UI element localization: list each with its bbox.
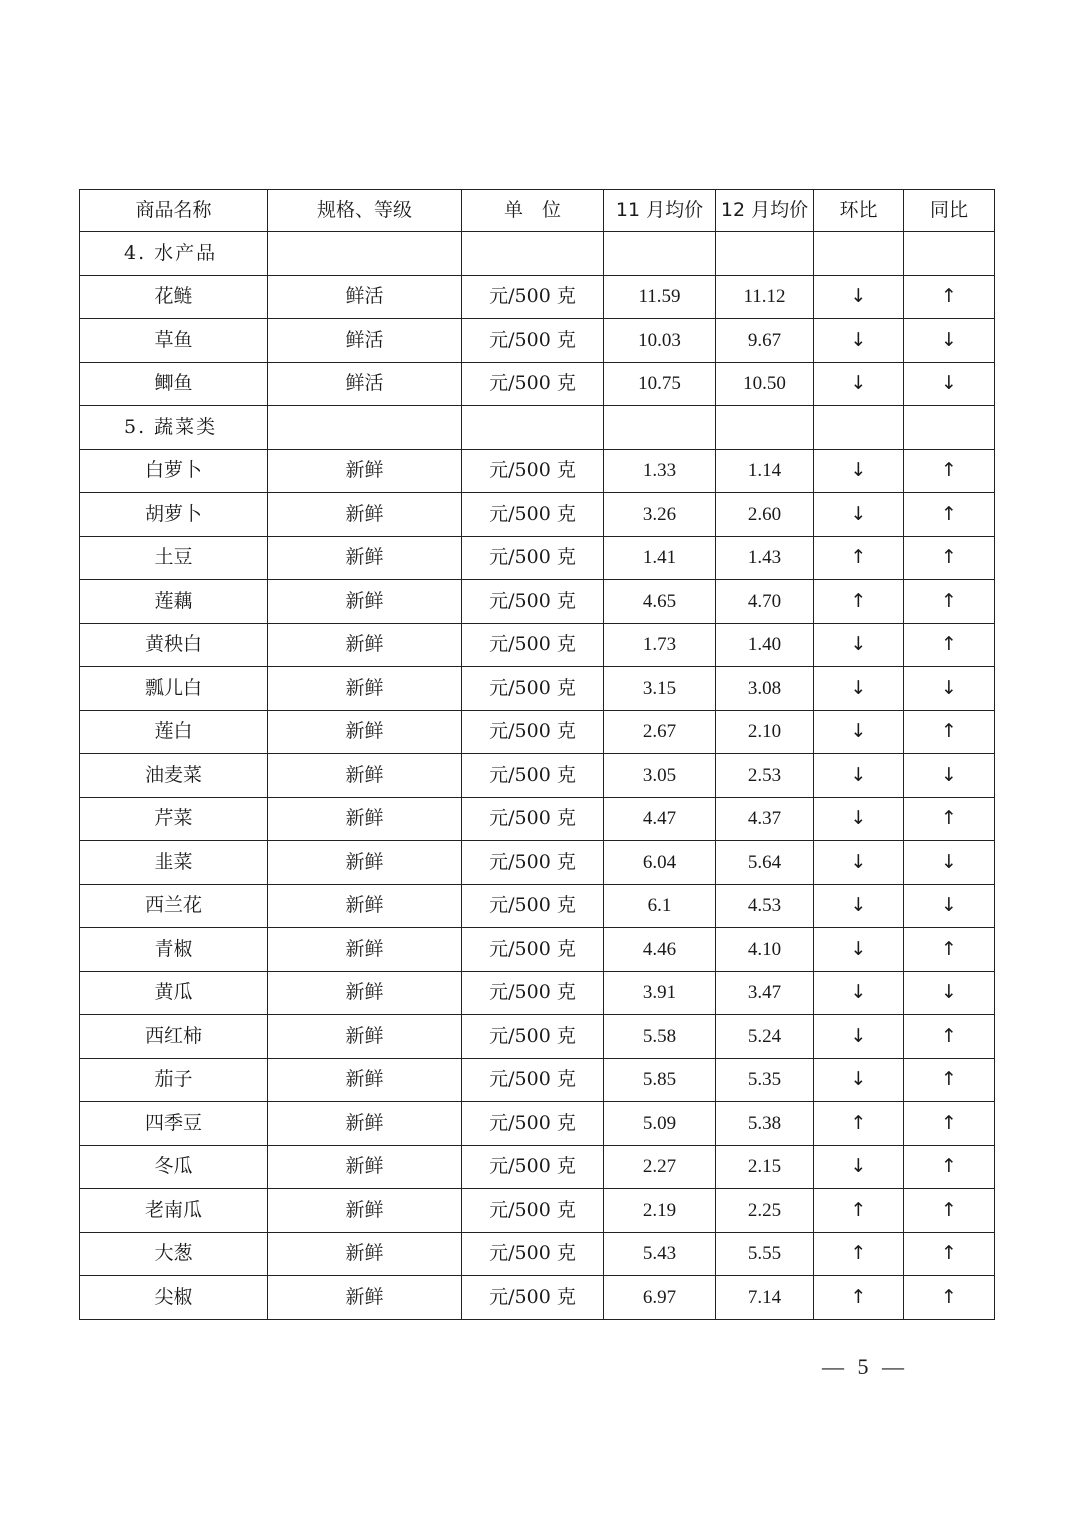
cell-name: 尖椒: [80, 1276, 268, 1320]
header-spec: 规格、等级: [268, 190, 462, 232]
table-row: [80, 971, 995, 1015]
table-row: [80, 928, 995, 972]
cell-yoy-arrow: ↓: [904, 362, 995, 406]
cell-spec: 新鲜: [268, 580, 462, 624]
cell-unit: 元/500 克: [462, 536, 604, 580]
table-row: [80, 493, 995, 537]
cell-name: 莲白: [80, 710, 268, 754]
cell-yoy-arrow: ↑: [904, 928, 995, 972]
cell-spec: 新鲜: [268, 1015, 462, 1059]
cell-dec-price: 5.64: [716, 841, 814, 885]
cell-spec: 新鲜: [268, 754, 462, 798]
cell-unit: 元/500 克: [462, 667, 604, 711]
cell-dec-price: 4.37: [716, 797, 814, 841]
empty-cell: [462, 232, 604, 276]
cell-spec: 新鲜: [268, 928, 462, 972]
cell-name: 草鱼: [80, 319, 268, 363]
cell-mom-arrow: ↓: [814, 623, 904, 667]
cell-dec-price: 10.50: [716, 362, 814, 406]
section-row: [80, 406, 995, 450]
cell-nov-price: 3.91: [604, 971, 716, 1015]
cell-dec-price: 2.53: [716, 754, 814, 798]
cell-dec-price: 2.60: [716, 493, 814, 537]
cell-name: 莲藕: [80, 580, 268, 624]
section-title: 4. 水产品: [80, 232, 268, 276]
cell-yoy-arrow: ↑: [904, 1232, 995, 1276]
cell-name: 土豆: [80, 536, 268, 580]
cell-dec-price: 2.15: [716, 1145, 814, 1189]
cell-unit: 元/500 克: [462, 1015, 604, 1059]
cell-mom-arrow: ↓: [814, 928, 904, 972]
cell-mom-arrow: ↓: [814, 1145, 904, 1189]
cell-dec-price: 2.10: [716, 710, 814, 754]
cell-mom-arrow: ↑: [814, 536, 904, 580]
cell-yoy-arrow: ↑: [904, 797, 995, 841]
cell-mom-arrow: ↓: [814, 1058, 904, 1102]
cell-name: 大葱: [80, 1232, 268, 1276]
table-row: [80, 1276, 995, 1320]
cell-unit: 元/500 克: [462, 1145, 604, 1189]
table-body: [80, 232, 995, 1320]
table-row: [80, 449, 995, 493]
cell-nov-price: 2.67: [604, 710, 716, 754]
cell-mom-arrow: ↓: [814, 971, 904, 1015]
cell-unit: 元/500 克: [462, 1058, 604, 1102]
cell-nov-price: 4.65: [604, 580, 716, 624]
cell-spec: 新鲜: [268, 971, 462, 1015]
cell-dec-price: 5.55: [716, 1232, 814, 1276]
cell-unit: 元/500 克: [462, 1102, 604, 1146]
cell-dec-price: 1.14: [716, 449, 814, 493]
cell-dec-price: 4.53: [716, 884, 814, 928]
table-row: [80, 754, 995, 798]
cell-mom-arrow: ↑: [814, 580, 904, 624]
cell-unit: 元/500 克: [462, 928, 604, 972]
cell-unit: 元/500 克: [462, 754, 604, 798]
cell-yoy-arrow: ↑: [904, 275, 995, 319]
cell-yoy-arrow: ↓: [904, 884, 995, 928]
cell-dec-price: 2.25: [716, 1189, 814, 1233]
cell-yoy-arrow: ↑: [904, 623, 995, 667]
cell-mom-arrow: ↓: [814, 797, 904, 841]
empty-cell: [814, 406, 904, 450]
table-row: [80, 275, 995, 319]
cell-nov-price: 4.47: [604, 797, 716, 841]
cell-dec-price: 1.43: [716, 536, 814, 580]
table-row: [80, 797, 995, 841]
empty-cell: [462, 406, 604, 450]
table-row: [80, 1058, 995, 1102]
empty-cell: [716, 406, 814, 450]
section-title: 5. 蔬菜类: [80, 406, 268, 450]
cell-mom-arrow: ↓: [814, 319, 904, 363]
header-name: 商品名称: [80, 190, 268, 232]
cell-yoy-arrow: ↑: [904, 1058, 995, 1102]
cell-name: 青椒: [80, 928, 268, 972]
cell-nov-price: 5.43: [604, 1232, 716, 1276]
cell-nov-price: 3.26: [604, 493, 716, 537]
cell-name: 油麦菜: [80, 754, 268, 798]
cell-yoy-arrow: ↑: [904, 710, 995, 754]
cell-nov-price: 2.27: [604, 1145, 716, 1189]
cell-nov-price: 11.59: [604, 275, 716, 319]
header-nov-price: 11 月均价: [604, 190, 716, 232]
header-yoy: 同比: [904, 190, 995, 232]
table-row: [80, 1189, 995, 1233]
cell-spec: 新鲜: [268, 1232, 462, 1276]
cell-unit: 元/500 克: [462, 449, 604, 493]
cell-unit: 元/500 克: [462, 580, 604, 624]
cell-dec-price: 5.35: [716, 1058, 814, 1102]
cell-name: 白萝卜: [80, 449, 268, 493]
price-table: [79, 189, 995, 1320]
cell-spec: 新鲜: [268, 536, 462, 580]
cell-unit: 元/500 克: [462, 710, 604, 754]
cell-yoy-arrow: ↑: [904, 1015, 995, 1059]
cell-unit: 元/500 克: [462, 797, 604, 841]
cell-nov-price: 5.85: [604, 1058, 716, 1102]
cell-name: 四季豆: [80, 1102, 268, 1146]
cell-spec: 新鲜: [268, 1102, 462, 1146]
table-row: [80, 884, 995, 928]
cell-dec-price: 3.47: [716, 971, 814, 1015]
table-row: [80, 841, 995, 885]
table-row: [80, 667, 995, 711]
cell-yoy-arrow: ↑: [904, 449, 995, 493]
cell-spec: 新鲜: [268, 710, 462, 754]
cell-spec: 新鲜: [268, 841, 462, 885]
cell-name: 西兰花: [80, 884, 268, 928]
cell-name: 黄瓜: [80, 971, 268, 1015]
cell-dec-price: 4.70: [716, 580, 814, 624]
table-row: [80, 1232, 995, 1276]
empty-cell: [268, 232, 462, 276]
section-row: [80, 232, 995, 276]
cell-name: 西红柿: [80, 1015, 268, 1059]
empty-cell: [604, 232, 716, 276]
cell-mom-arrow: ↓: [814, 841, 904, 885]
cell-dec-price: 3.08: [716, 667, 814, 711]
cell-name: 冬瓜: [80, 1145, 268, 1189]
cell-spec: 新鲜: [268, 449, 462, 493]
cell-spec: 新鲜: [268, 884, 462, 928]
cell-unit: 元/500 克: [462, 493, 604, 537]
cell-mom-arrow: ↑: [814, 1232, 904, 1276]
header-row: [80, 190, 995, 232]
cell-dec-price: 5.38: [716, 1102, 814, 1146]
cell-yoy-arrow: ↓: [904, 667, 995, 711]
cell-unit: 元/500 克: [462, 1276, 604, 1320]
cell-nov-price: 1.73: [604, 623, 716, 667]
cell-yoy-arrow: ↑: [904, 493, 995, 537]
cell-name: 老南瓜: [80, 1189, 268, 1233]
cell-spec: 新鲜: [268, 797, 462, 841]
cell-yoy-arrow: ↓: [904, 971, 995, 1015]
cell-nov-price: 6.1: [604, 884, 716, 928]
cell-yoy-arrow: ↓: [904, 754, 995, 798]
empty-cell: [604, 406, 716, 450]
cell-dec-price: 1.40: [716, 623, 814, 667]
cell-nov-price: 10.75: [604, 362, 716, 406]
cell-yoy-arrow: ↑: [904, 580, 995, 624]
table-row: [80, 319, 995, 363]
cell-nov-price: 4.46: [604, 928, 716, 972]
cell-nov-price: 3.15: [604, 667, 716, 711]
cell-unit: 元/500 克: [462, 1189, 604, 1233]
cell-spec: 新鲜: [268, 623, 462, 667]
cell-mom-arrow: ↓: [814, 884, 904, 928]
cell-spec: 新鲜: [268, 493, 462, 537]
cell-mom-arrow: ↑: [814, 1276, 904, 1320]
empty-cell: [904, 232, 995, 276]
header-unit: 单 位: [462, 190, 604, 232]
cell-spec: 鲜活: [268, 362, 462, 406]
cell-yoy-arrow: ↑: [904, 1276, 995, 1320]
cell-mom-arrow: ↓: [814, 449, 904, 493]
table-row: [80, 536, 995, 580]
cell-yoy-arrow: ↑: [904, 1145, 995, 1189]
cell-nov-price: 1.41: [604, 536, 716, 580]
cell-mom-arrow: ↓: [814, 493, 904, 537]
cell-name: 黄秧白: [80, 623, 268, 667]
table-row: [80, 1015, 995, 1059]
cell-mom-arrow: ↑: [814, 1102, 904, 1146]
header-mom: 环比: [814, 190, 904, 232]
cell-dec-price: 9.67: [716, 319, 814, 363]
cell-unit: 元/500 克: [462, 623, 604, 667]
cell-nov-price: 6.97: [604, 1276, 716, 1320]
cell-unit: 元/500 克: [462, 362, 604, 406]
table-row: [80, 1102, 995, 1146]
cell-name: 芹菜: [80, 797, 268, 841]
cell-mom-arrow: ↓: [814, 362, 904, 406]
cell-nov-price: 5.09: [604, 1102, 716, 1146]
cell-yoy-arrow: ↓: [904, 319, 995, 363]
cell-name: 胡萝卜: [80, 493, 268, 537]
cell-mom-arrow: ↓: [814, 275, 904, 319]
cell-unit: 元/500 克: [462, 841, 604, 885]
cell-unit: 元/500 克: [462, 884, 604, 928]
cell-dec-price: 7.14: [716, 1276, 814, 1320]
cell-nov-price: 10.03: [604, 319, 716, 363]
table-row: [80, 580, 995, 624]
cell-yoy-arrow: ↑: [904, 536, 995, 580]
page-number: — 5 —: [822, 1354, 908, 1379]
cell-unit: 元/500 克: [462, 971, 604, 1015]
cell-unit: 元/500 克: [462, 275, 604, 319]
cell-mom-arrow: ↓: [814, 754, 904, 798]
table-row: [80, 623, 995, 667]
cell-unit: 元/500 克: [462, 1232, 604, 1276]
cell-yoy-arrow: ↓: [904, 841, 995, 885]
cell-dec-price: 4.10: [716, 928, 814, 972]
empty-cell: [716, 232, 814, 276]
cell-dec-price: 5.24: [716, 1015, 814, 1059]
cell-spec: 新鲜: [268, 1145, 462, 1189]
cell-spec: 鲜活: [268, 275, 462, 319]
cell-spec: 新鲜: [268, 1058, 462, 1102]
cell-name: 花鲢: [80, 275, 268, 319]
cell-spec: 新鲜: [268, 667, 462, 711]
cell-nov-price: 2.19: [604, 1189, 716, 1233]
header-dec-price: 12 月均价: [716, 190, 814, 232]
cell-name: 瓢儿白: [80, 667, 268, 711]
empty-cell: [814, 232, 904, 276]
cell-mom-arrow: ↓: [814, 1015, 904, 1059]
cell-yoy-arrow: ↑: [904, 1102, 995, 1146]
cell-dec-price: 11.12: [716, 275, 814, 319]
table-row: [80, 1145, 995, 1189]
cell-nov-price: 1.33: [604, 449, 716, 493]
cell-unit: 元/500 克: [462, 319, 604, 363]
cell-name: 韭菜: [80, 841, 268, 885]
cell-mom-arrow: ↓: [814, 710, 904, 754]
cell-name: 鲫鱼: [80, 362, 268, 406]
cell-nov-price: 3.05: [604, 754, 716, 798]
table-row: [80, 710, 995, 754]
cell-mom-arrow: ↑: [814, 1189, 904, 1233]
cell-nov-price: 5.58: [604, 1015, 716, 1059]
table-row: [80, 362, 995, 406]
cell-name: 茄子: [80, 1058, 268, 1102]
cell-spec: 新鲜: [268, 1276, 462, 1320]
cell-mom-arrow: ↓: [814, 667, 904, 711]
empty-cell: [268, 406, 462, 450]
cell-spec: 鲜活: [268, 319, 462, 363]
empty-cell: [904, 406, 995, 450]
cell-nov-price: 6.04: [604, 841, 716, 885]
cell-yoy-arrow: ↑: [904, 1189, 995, 1233]
cell-spec: 新鲜: [268, 1189, 462, 1233]
